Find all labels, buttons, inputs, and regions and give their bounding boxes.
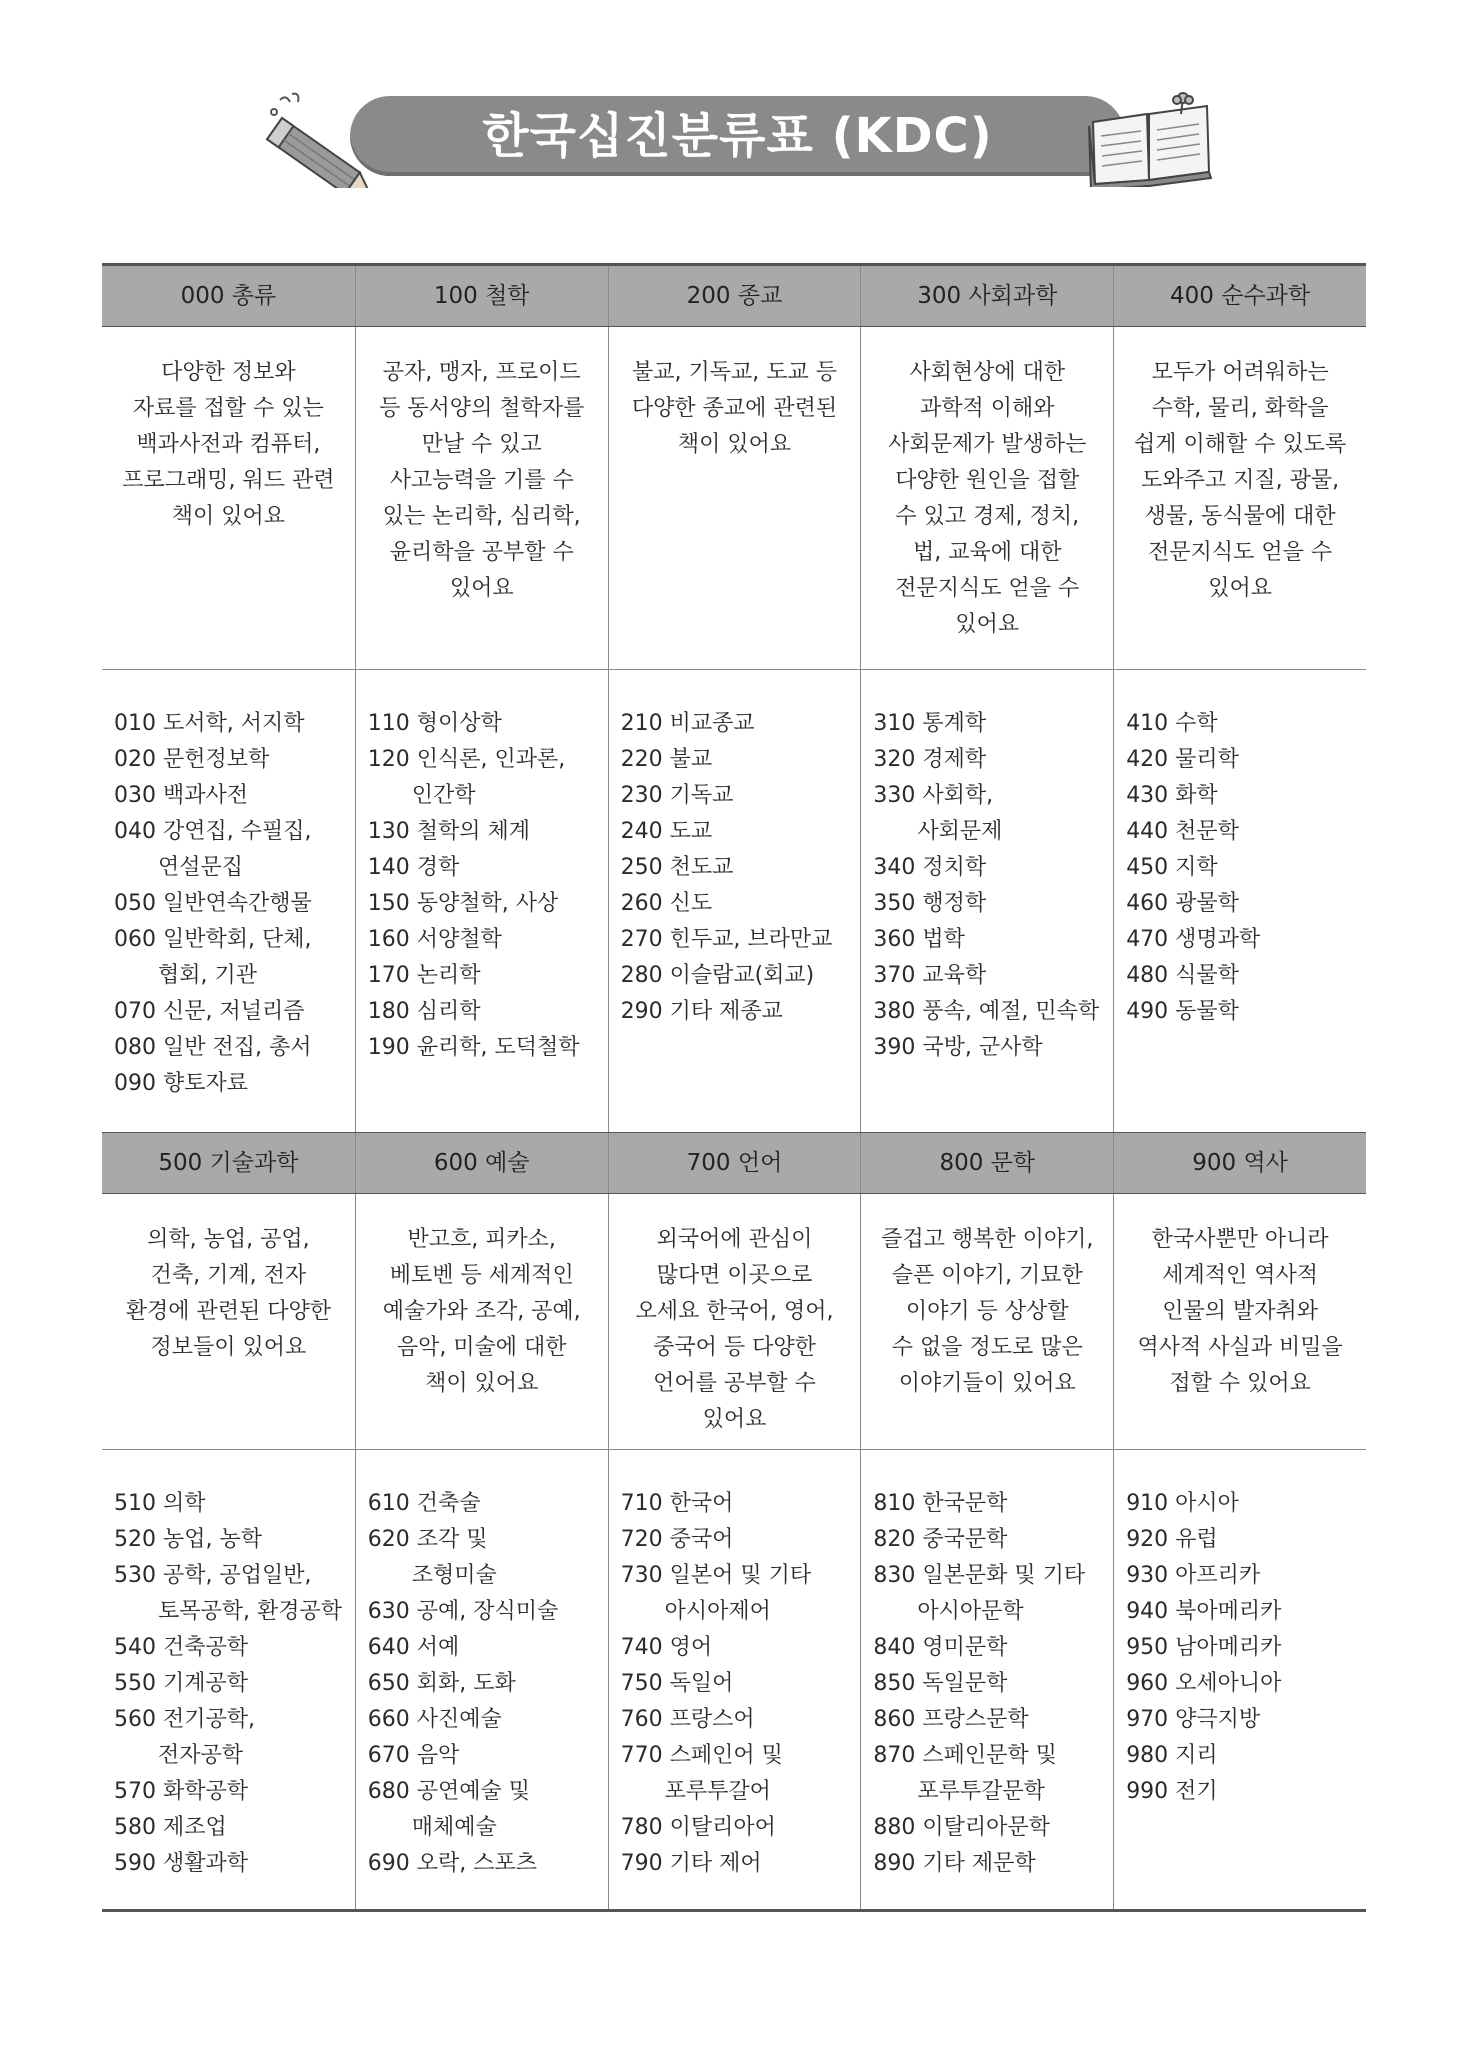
divisions-row-500-900	[102, 1449, 1366, 1909]
division-label-continued: 사회문제	[917, 819, 1003, 844]
division-label-continued: 전자공학	[158, 1743, 244, 1768]
division-label: 940 북아메리카	[1126, 1599, 1282, 1624]
list-item	[1126, 814, 1366, 850]
list-item	[621, 1486, 861, 1522]
division-label: 740 영어	[620, 1635, 713, 1660]
list-item	[368, 1486, 608, 1522]
division-label: 330 사회학,	[873, 783, 994, 808]
division-label: 920 유럽	[1126, 1527, 1218, 1552]
list-item	[114, 1774, 355, 1810]
description-line: 생물, 동식물에 대한	[1144, 504, 1336, 529]
header-row-main-classes-000-400	[102, 266, 1366, 327]
division-label: 950 남아메리카	[1126, 1635, 1282, 1660]
division-label: 840 영미문학	[873, 1635, 1008, 1660]
division-label: 610 건축술	[367, 1491, 481, 1516]
description-line: 윤리학을 공부할 수	[389, 540, 574, 565]
division-label: 040 강연집, 수필집,	[114, 819, 312, 844]
division-label: 110 형이상학	[367, 711, 502, 736]
list-item	[621, 1522, 861, 1558]
list-item	[873, 1666, 1113, 1702]
description-line: 수 없을 정도로 많은	[891, 1335, 1083, 1360]
list-item	[873, 1702, 1113, 1738]
division-label: 810 한국문학	[873, 1491, 1008, 1516]
description-line: 정보들이 있어요	[150, 1335, 307, 1360]
division-label: 480 식물학	[1126, 963, 1239, 988]
list-item	[1126, 922, 1366, 958]
division-label-continued: 포루투갈어	[664, 1779, 771, 1804]
division-label: 470 생명과학	[1126, 927, 1261, 952]
list-item	[873, 1486, 1113, 1522]
division-label: 240 도교	[620, 819, 713, 844]
list-item	[368, 922, 608, 958]
class-description	[608, 1194, 861, 1449]
division-label-continued: 아시아문학	[917, 1599, 1024, 1624]
division-label: 590 생활과학	[114, 1851, 248, 1876]
description-line: 프로그래밍, 워드 관련	[122, 468, 335, 493]
description-line: 예술가와 조각, 공예,	[382, 1299, 581, 1324]
list-item	[873, 1846, 1113, 1882]
description-line: 사회현상에 대한	[909, 360, 1066, 385]
description-line: 다양한 원인을 접할	[895, 468, 1080, 493]
division-label: 160 서양철학	[367, 927, 502, 952]
division-label: 320 경제학	[873, 747, 987, 772]
description-line: 수 있고 경제, 정치,	[895, 504, 1080, 529]
division-list	[355, 670, 608, 1132]
list-item	[368, 850, 608, 886]
list-item	[621, 1666, 861, 1702]
division-label: 350 행정학	[873, 891, 987, 916]
division-list	[860, 670, 1113, 1132]
division-items	[1126, 706, 1366, 1030]
division-label: 930 아프리카	[1126, 1563, 1261, 1588]
list-item	[873, 778, 1113, 850]
class-header-700: 700 언어	[608, 1133, 861, 1193]
division-label: 670 음악	[367, 1743, 460, 1768]
division-label: 180 심리학	[367, 999, 481, 1024]
division-label: 980 지리	[1126, 1743, 1218, 1768]
list-item	[114, 1846, 355, 1882]
list-item	[873, 706, 1113, 742]
description-line: 수학, 물리, 화학을	[1151, 396, 1329, 421]
description-line: 있는 논리학, 심리학,	[382, 504, 581, 529]
list-item	[368, 1846, 608, 1882]
description-line: 다양한 정보와	[161, 360, 296, 385]
division-label: 490 동물학	[1126, 999, 1239, 1024]
description-line: 도와주고 지질, 광물,	[1141, 468, 1340, 493]
division-label: 660 사진예술	[367, 1707, 502, 1732]
division-list	[608, 1450, 861, 1909]
division-label: 270 힌두교, 브라만교	[620, 927, 833, 952]
division-label: 710 한국어	[620, 1491, 734, 1516]
page-title: 한국십진분류표 (KDC)	[482, 108, 993, 164]
division-label: 760 프랑스어	[620, 1707, 755, 1732]
division-label-continued: 협회, 기관	[158, 963, 257, 988]
division-label: 120 인식론, 인과론,	[367, 747, 566, 772]
description-line: 역사적 사실과 비밀을	[1137, 1335, 1343, 1360]
division-list	[102, 1450, 355, 1909]
description-line: 반고흐, 피카소,	[407, 1227, 556, 1252]
class-description	[1113, 1194, 1366, 1449]
description-line: 다양한 종교에 관련된	[631, 396, 838, 421]
list-item	[621, 886, 861, 922]
list-item	[1126, 1522, 1366, 1558]
list-item	[114, 1486, 355, 1522]
list-item	[368, 1594, 608, 1630]
list-item	[873, 1030, 1113, 1066]
description-line: 접할 수 있어요	[1169, 1371, 1311, 1396]
list-item	[1126, 850, 1366, 886]
description-line: 사고능력을 기를 수	[389, 468, 574, 493]
division-items	[368, 706, 608, 1066]
division-label: 140 경학	[367, 855, 460, 880]
division-list	[355, 1450, 608, 1909]
description-line: 불교, 기독교, 도교 등	[632, 360, 837, 385]
division-label-continued: 포루투갈문학	[917, 1779, 1045, 1804]
list-item	[621, 706, 861, 742]
list-item	[1126, 886, 1366, 922]
list-item	[621, 814, 861, 850]
description-line: 책이 있어요	[425, 1371, 539, 1396]
division-label: 020 문헌정보학	[114, 747, 270, 772]
list-item	[873, 886, 1113, 922]
description-line: 슬픈 이야기, 기묘한	[891, 1263, 1083, 1288]
list-item	[873, 994, 1113, 1030]
class-description	[355, 1194, 608, 1449]
list-item	[621, 1738, 861, 1810]
description-line: 세계적인 역사적	[1162, 1263, 1318, 1288]
division-label: 090 향토자료	[114, 1071, 248, 1096]
division-label: 750 독일어	[620, 1671, 734, 1696]
list-item	[873, 1810, 1113, 1846]
list-item	[1126, 1738, 1366, 1774]
division-label: 340 정치학	[873, 855, 987, 880]
description-line: 전문지식도 얻을 수	[895, 576, 1080, 601]
division-label: 790 기타 제어	[620, 1851, 762, 1876]
class-header-400: 400 순수과학	[1113, 266, 1366, 326]
division-label: 820 중국문학	[873, 1527, 1008, 1552]
division-label: 890 기타 제문학	[873, 1851, 1036, 1876]
list-item	[621, 1702, 861, 1738]
division-label-continued: 매체예술	[411, 1815, 497, 1840]
division-label: 910 아시아	[1126, 1491, 1239, 1516]
description-row-000-400	[102, 327, 1366, 669]
division-label: 130 철학의 체계	[367, 819, 531, 844]
class-description	[102, 1194, 355, 1449]
list-item	[1126, 742, 1366, 778]
division-label: 850 독일문학	[873, 1671, 1008, 1696]
list-item	[114, 1630, 355, 1666]
division-label: 460 광물학	[1126, 891, 1239, 916]
list-item	[368, 886, 608, 922]
class-description	[1113, 327, 1366, 669]
description-line: 사회문제가 발생하는	[888, 432, 1087, 457]
division-label: 010 도서학, 서지학	[114, 711, 305, 736]
list-item	[368, 958, 608, 994]
description-row-500-900	[102, 1194, 1366, 1449]
list-item	[368, 814, 608, 850]
division-label: 620 조각 및	[367, 1527, 488, 1552]
pencil-icon	[262, 88, 384, 188]
division-label: 680 공연예술 및	[367, 1779, 531, 1804]
description-line: 등 동서양의 철학자를	[379, 396, 585, 421]
description-line: 자료를 접할 수 있는	[132, 396, 324, 421]
description-line: 모두가 어려워하는	[1151, 360, 1329, 385]
division-label: 380 풍속, 예절, 민속학	[873, 999, 1100, 1024]
description-line: 음악, 미술에 대한	[396, 1335, 567, 1360]
division-items	[1126, 1486, 1366, 1810]
class-header-500: 500 기술과학	[158, 1150, 299, 1176]
description-line: 한국사뿐만 아니라	[1151, 1227, 1329, 1252]
description-line: 백과사전과 컴퓨터,	[136, 432, 321, 457]
division-label-continued: 인간학	[411, 783, 476, 808]
division-items	[873, 706, 1113, 1066]
division-label: 870 스페인문학 및	[873, 1743, 1057, 1768]
class-description	[608, 327, 861, 669]
list-item	[1126, 1486, 1366, 1522]
list-item	[621, 850, 861, 886]
list-item	[621, 778, 861, 814]
division-label: 390 국방, 군사학	[873, 1035, 1043, 1060]
list-item	[1126, 778, 1366, 814]
division-label: 290 기타 제종교	[620, 999, 783, 1024]
division-label: 410 수학	[1126, 711, 1218, 736]
description-line: 만날 수 있고	[421, 432, 542, 457]
list-item	[114, 778, 355, 814]
division-label: 560 전기공학,	[114, 1707, 255, 1732]
division-label: 730 일본어 및 기타	[620, 1563, 812, 1588]
division-label: 070 신문, 저널리즘	[114, 999, 305, 1024]
division-label: 150 동양철학, 사상	[367, 891, 559, 916]
list-item	[873, 922, 1113, 958]
division-list	[608, 670, 861, 1132]
division-label: 640 서예	[367, 1635, 460, 1660]
division-list	[102, 670, 355, 1132]
division-label: 630 공예, 장식미술	[367, 1599, 559, 1624]
description-line: 있어요	[1208, 576, 1272, 601]
description-line: 의학, 농업, 공업,	[147, 1227, 310, 1252]
description-line: 건축, 기계, 전자	[150, 1263, 307, 1288]
division-label: 170 논리학	[367, 963, 481, 988]
division-label: 250 천도교	[620, 855, 734, 880]
division-label: 510 의학	[114, 1491, 206, 1516]
division-label-continued: 조형미술	[411, 1563, 497, 1588]
class-description	[102, 327, 355, 669]
open-book-icon	[1085, 92, 1215, 187]
description-line: 책이 있어요	[677, 432, 792, 457]
description-line: 오세요 한국어, 영어,	[635, 1299, 834, 1324]
list-item	[368, 1666, 608, 1702]
division-label: 520 농업, 농학	[114, 1527, 262, 1552]
division-label: 550 기계공학	[114, 1671, 248, 1696]
list-item	[114, 886, 355, 922]
class-description	[355, 327, 608, 669]
division-label: 060 일반학회, 단체,	[114, 927, 312, 952]
list-item	[1126, 1702, 1366, 1738]
class-header-800: 800 문학	[860, 1133, 1113, 1193]
division-label: 360 법학	[873, 927, 965, 952]
kdc-table	[102, 263, 1366, 1912]
division-label: 990 전기	[1126, 1779, 1218, 1804]
list-item	[1126, 958, 1366, 994]
division-label: 770 스페인어 및	[620, 1743, 783, 1768]
division-label: 970 양극지방	[1126, 1707, 1261, 1732]
division-label: 720 중국어	[620, 1527, 734, 1552]
list-item	[368, 1030, 608, 1066]
division-label: 220 불교	[620, 747, 713, 772]
division-label: 260 신도	[620, 891, 713, 916]
division-label: 280 이슬람교(회교)	[620, 963, 815, 988]
description-line: 법, 교육에 대한	[913, 540, 1062, 565]
division-label: 960 오세아니아	[1126, 1671, 1282, 1696]
description-line: 이야기들이 있어요	[898, 1371, 1076, 1396]
list-item	[621, 1810, 861, 1846]
list-item	[114, 1558, 355, 1630]
description-line: 즐겁고 행복한 이야기,	[881, 1227, 1094, 1252]
division-label: 030 백과사전	[114, 783, 248, 808]
list-item	[873, 958, 1113, 994]
list-item	[368, 994, 608, 1030]
list-item	[621, 1558, 861, 1630]
division-label-continued: 연설문집	[158, 855, 244, 880]
division-label: 050 일반연속간행물	[114, 891, 312, 916]
class-description	[860, 327, 1113, 669]
division-label: 430 화학	[1126, 783, 1218, 808]
class-header-200: 200 종교	[608, 266, 861, 326]
division-label: 880 이탈리아문학	[873, 1815, 1050, 1840]
description-line: 외국어에 관심이	[656, 1227, 813, 1252]
division-label: 580 제조업	[114, 1815, 227, 1840]
description-line: 쉽게 이해할 수 있도록	[1133, 432, 1347, 457]
list-item	[1126, 1558, 1366, 1594]
list-item	[368, 706, 608, 742]
list-item	[114, 706, 355, 742]
list-item	[621, 958, 861, 994]
class-header-000: 000 총류	[180, 283, 277, 309]
list-item	[621, 922, 861, 958]
division-list	[1113, 670, 1366, 1132]
list-item	[1126, 706, 1366, 742]
division-label: 570 화학공학	[114, 1779, 248, 1804]
list-item	[114, 1666, 355, 1702]
class-header-300: 300 사회과학	[860, 266, 1113, 326]
division-items	[621, 1486, 861, 1882]
division-label: 690 오락, 스포츠	[367, 1851, 538, 1876]
list-item	[114, 922, 355, 994]
division-label: 540 건축공학	[114, 1635, 248, 1660]
list-item	[873, 1522, 1113, 1558]
division-label: 310 통계학	[873, 711, 987, 736]
list-item	[621, 1630, 861, 1666]
division-label: 370 교육학	[873, 963, 987, 988]
list-item	[873, 1630, 1113, 1666]
list-item	[873, 1558, 1113, 1630]
division-label: 190 윤리학, 도덕철학	[367, 1035, 580, 1060]
division-list	[1113, 1450, 1366, 1909]
list-item	[368, 742, 608, 814]
list-item	[114, 1702, 355, 1774]
division-list	[860, 1450, 1113, 1909]
description-line: 있어요	[449, 576, 514, 601]
description-line: 중국어 등 다양한	[653, 1335, 816, 1360]
list-item	[114, 1810, 355, 1846]
division-label: 450 지학	[1126, 855, 1218, 880]
description-line: 있어요	[955, 612, 1020, 637]
list-item	[368, 1738, 608, 1774]
class-description	[860, 1194, 1113, 1449]
list-item	[1126, 1594, 1366, 1630]
description-line: 공자, 맹자, 프로이드	[382, 360, 581, 385]
description-line: 베토벤 등 세계적인	[389, 1263, 574, 1288]
division-label: 440 천문학	[1126, 819, 1239, 844]
description-line: 인물의 발자취와	[1162, 1299, 1318, 1324]
division-items	[368, 1486, 608, 1882]
description-line: 있어요	[702, 1407, 767, 1432]
division-label: 230 기독교	[620, 783, 734, 808]
description-line: 이야기 등 상상할	[905, 1299, 1069, 1324]
division-label: 650 회화, 도화	[367, 1671, 516, 1696]
list-item	[114, 1522, 355, 1558]
list-item	[621, 994, 861, 1030]
division-items	[873, 1486, 1113, 1882]
division-label: 530 공학, 공업일반,	[114, 1563, 312, 1588]
list-item	[1126, 1630, 1366, 1666]
list-item	[873, 1738, 1113, 1810]
division-items	[621, 706, 861, 1030]
list-item	[114, 742, 355, 778]
description-line: 전문지식도 얻을 수	[1148, 540, 1333, 565]
list-item	[873, 850, 1113, 886]
division-label: 830 일본문화 및 기타	[873, 1563, 1086, 1588]
list-item	[114, 814, 355, 886]
division-items	[114, 706, 355, 1102]
list-item	[1126, 1774, 1366, 1810]
list-item	[114, 1030, 355, 1066]
list-item	[368, 1702, 608, 1738]
class-header-100: 100 철학	[355, 266, 608, 326]
division-label: 420 물리학	[1126, 747, 1239, 772]
division-label: 210 비교종교	[620, 711, 755, 736]
list-item	[1126, 994, 1366, 1030]
list-item	[1126, 1666, 1366, 1702]
list-item	[114, 994, 355, 1030]
description-line: 많다면 이곳으로	[656, 1263, 813, 1288]
description-line: 환경에 관련된 다양한	[125, 1299, 332, 1324]
class-header-900: 900 역사	[1113, 1133, 1366, 1193]
division-label: 080 일반 전집, 총서	[114, 1035, 312, 1060]
description-line: 과학적 이해와	[920, 396, 1055, 421]
list-item	[114, 1066, 355, 1102]
divisions-row-000-400	[102, 669, 1366, 1132]
class-header-600: 600 예술	[355, 1133, 608, 1193]
description-line: 언어를 공부할 수	[653, 1371, 816, 1396]
division-label-continued: 토목공학, 환경공학	[158, 1599, 343, 1624]
list-item	[873, 742, 1113, 778]
list-item	[621, 1846, 861, 1882]
division-label: 860 프랑스문학	[873, 1707, 1029, 1732]
division-label-continued: 아시아제어	[664, 1599, 771, 1624]
list-item	[368, 1774, 608, 1846]
division-items	[114, 1486, 355, 1882]
list-item	[368, 1630, 608, 1666]
header-row-main-classes-500-900	[102, 1132, 1366, 1194]
division-label: 780 이탈리아어	[620, 1815, 776, 1840]
list-item	[368, 1522, 608, 1594]
list-item	[621, 742, 861, 778]
description-line: 책이 있어요	[171, 504, 286, 529]
